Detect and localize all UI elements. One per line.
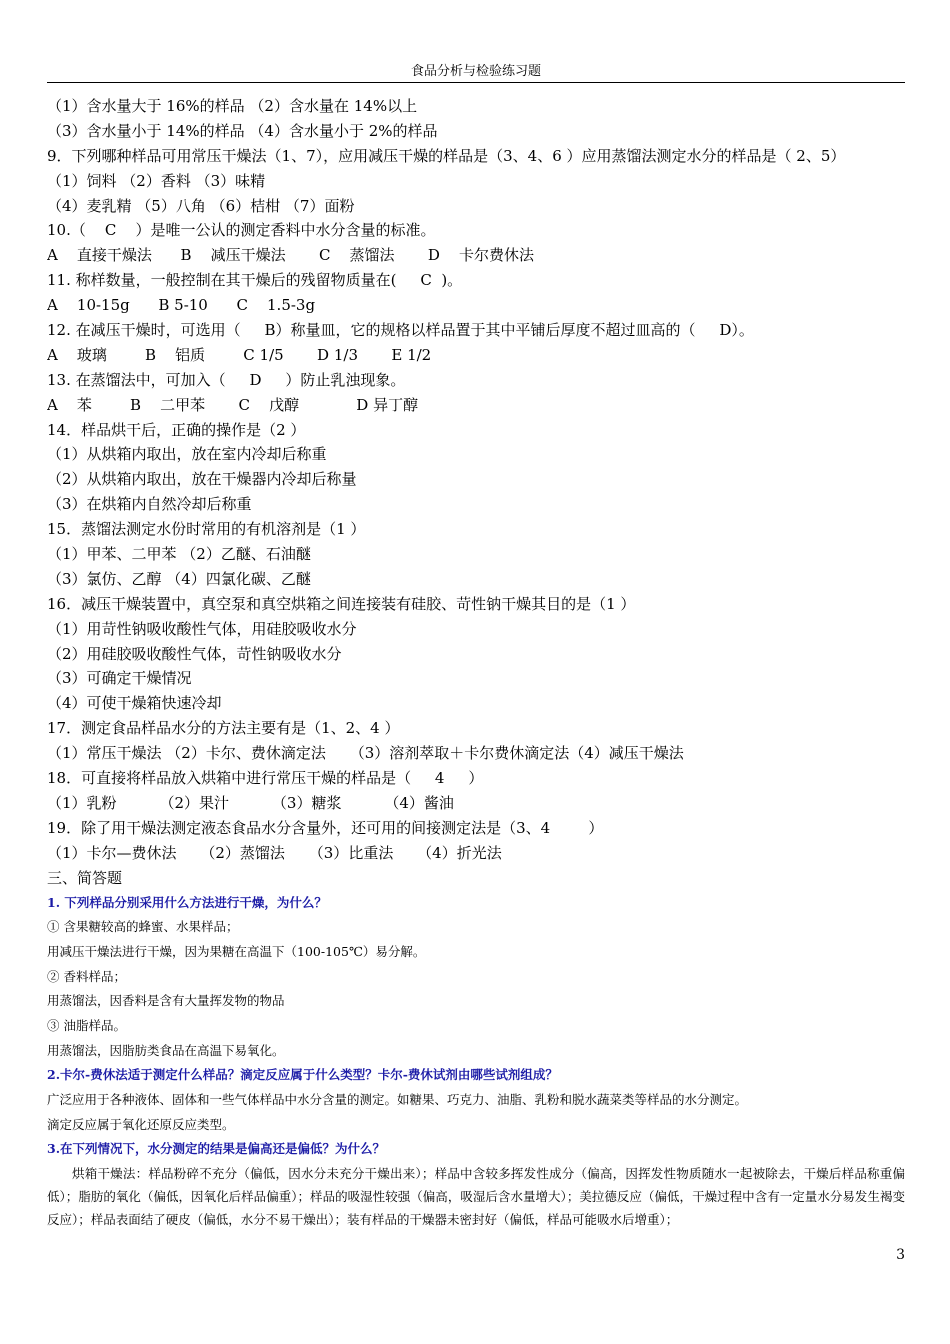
question-line: 15．蒸馏法测定水份时常用的有机溶剂是（1 ） — [47, 520, 366, 539]
short-answer-text: 用蒸馏法，因脂肪类食品在高温下易氧化。 — [47, 1042, 285, 1058]
document-body — [47, 94, 905, 1231]
question-line: （4）麦乳精 （5）八角 （6）桔柑 （7）面粉 — [47, 196, 355, 215]
page-header-title: 食品分析与检验练习题 — [410, 64, 541, 79]
question-line: （3）氯仿、乙醇 （4）四氯化碳、乙醚 — [47, 569, 311, 588]
header-divider — [47, 82, 905, 83]
question-line: A 10-15g B 5-10 C 1.5-3g — [47, 296, 316, 315]
question-line: （1）卡尔—费休法 （2）蒸馏法 （3）比重法 （4）折光法 — [47, 843, 502, 862]
question-line: 18．可直接将样品放入烘箱中进行常压干燥的样品是（ 4 ） — [47, 769, 484, 788]
question-line: 10.（ C ）是唯一公认的测定香料中水分含量的标准。 — [47, 221, 436, 240]
question-line: （4）可使干燥箱快速冷却 — [47, 694, 222, 713]
short-answer-text: 用减压干燥法进行干燥，因为果糖在高温下（100-105℃）易分解。 — [47, 943, 426, 959]
question-line: 16．减压干燥装置中，真空泵和真空烘箱之间连接装有硅胶、苛性钠干燥其目的是（1 ） — [47, 594, 636, 613]
question-line: （2）用硅胶吸收酸性气体，苛性钠吸收水分 — [47, 644, 342, 663]
short-answer-text: 滴定反应属于氧化还原反应类型。 — [47, 1116, 235, 1132]
question-line: 12. 在减压干燥时，可选用（ B）称量皿，它的规格以样品置于其中平铺后厚度不超过皿高的（ D）。 — [47, 321, 754, 340]
short-answer-question: 3.在下列情况下，水分测定的结果是偏高还是偏低？为什么？ — [47, 1141, 386, 1157]
question-line: （3）在烘箱内自然冷却后称重 — [47, 495, 252, 514]
short-answer-text: ① 含果糖较高的蜂蜜、水果样品； — [47, 919, 239, 935]
question-line: （1）从烘箱内取出，放在室内冷却后称重 — [47, 445, 327, 464]
question-line: 11. 称样数量，一般控制在其干燥后的残留物质量在( C )。 — [47, 271, 463, 290]
question-line: （1）饲料 （2）香料 （3）味精 — [47, 171, 266, 190]
short-answer-question: 1. 下列样品分别采用什么方法进行干燥，为什么？ — [47, 894, 327, 910]
question-line: （1）用苛性钠吸收酸性气体，用硅胶吸收水分 — [47, 619, 357, 638]
question-line: A 玻璃 B 铝质 C 1/5 D 1/3 E 1/2 — [47, 345, 432, 364]
question-line: A 直接干燥法 B 减压干燥法 C 蒸馏法 D 卡尔费休法 — [47, 246, 535, 265]
short-answer-text: ③ 油脂样品。 — [47, 1017, 126, 1033]
page-number: 3 — [896, 1247, 905, 1263]
final-paragraph: 烘箱干燥法：样品粉碎不充分（偏低，因水分未充分干燥出来）；样品中含较多挥发性成分（偏高，因挥发性物质随水一起被除去，干燥后样品称重偏低）；脂肪的氧化（偏低，因氧化后样品偏重）；样品的吸湿性较强（偏高，吸湿后含水量增大）；美拉德反应（偏低，干燥过程中含有一定量水分易发生褐变反应）；样品表面结了硬皮（偏低，水分不易干燥出）；装有样品的干燥器未密封好（偏低，样品可能吸水后增重）； — [47, 1166, 905, 1228]
question-line: 13. 在蒸馏法中，可加入（ D ）防止乳浊现象。 — [47, 370, 406, 389]
short-answer-text: 用蒸馏法，因香料是含有大量挥发物的物品 — [47, 993, 285, 1009]
question-line: （1）含水量大于 16%的样品 （2）含水量在 14%以上 — [47, 97, 418, 115]
short-answer-text: ② 香料样品； — [47, 968, 126, 984]
question-lines — [47, 94, 905, 866]
question-line: （1）乳粉 （2）果汁 （3）糖浆 （4）酱油 — [47, 793, 454, 812]
question-line: 9．下列哪种样品可用常压干燥法（1、7），应用减压干燥的样品是（3、4、6 ）应用蒸馏法测定水分的样品是（ 2、5） — [47, 146, 846, 165]
short-answer-question: 2.卡尔-费休法适于测定什么样品？滴定反应属于什么类型？卡尔-费休试剂由哪些试剂组成？ — [47, 1067, 558, 1083]
question-line: （3）含水量小于 14%的样品 （4）含水量小于 2%的样品 — [47, 121, 438, 140]
question-line: A 苯 B 二甲苯 C 戊醇 D 异丁醇 — [47, 395, 419, 414]
short-answer-block — [47, 891, 905, 1163]
short-answer-text: 广泛应用于各种液体、固体和一些气体样品中水分含量的测定。如糖果、巧克力、油脂、乳粉和脱水蔬菜类等样品的水分测定。 — [47, 1092, 748, 1107]
question-line: 17．测定食品样品水分的方法主要有是（1、2、4 ） — [47, 719, 400, 738]
question-line: （1）常压干燥法 （2）卡尔、费休滴定法 （3）溶剂萃取＋卡尔费休滴定法（4）减压干燥法 — [47, 744, 684, 763]
question-line: （2）从烘箱内取出，放在干燥器内冷却后称量 — [47, 470, 357, 489]
question-line: （3）可确定干燥情况 — [47, 669, 192, 688]
question-line: 19．除了用干燥法测定液态食品水分含量外，还可用的间接测定法是（3、4 ） — [47, 818, 604, 837]
question-line: 14．样品烘干后，正确的操作是（2 ） — [47, 420, 306, 439]
question-line: （1）甲苯、二甲苯 （2）乙醚、石油醚 — [47, 545, 311, 564]
section-title: 三、简答题 — [47, 868, 123, 887]
